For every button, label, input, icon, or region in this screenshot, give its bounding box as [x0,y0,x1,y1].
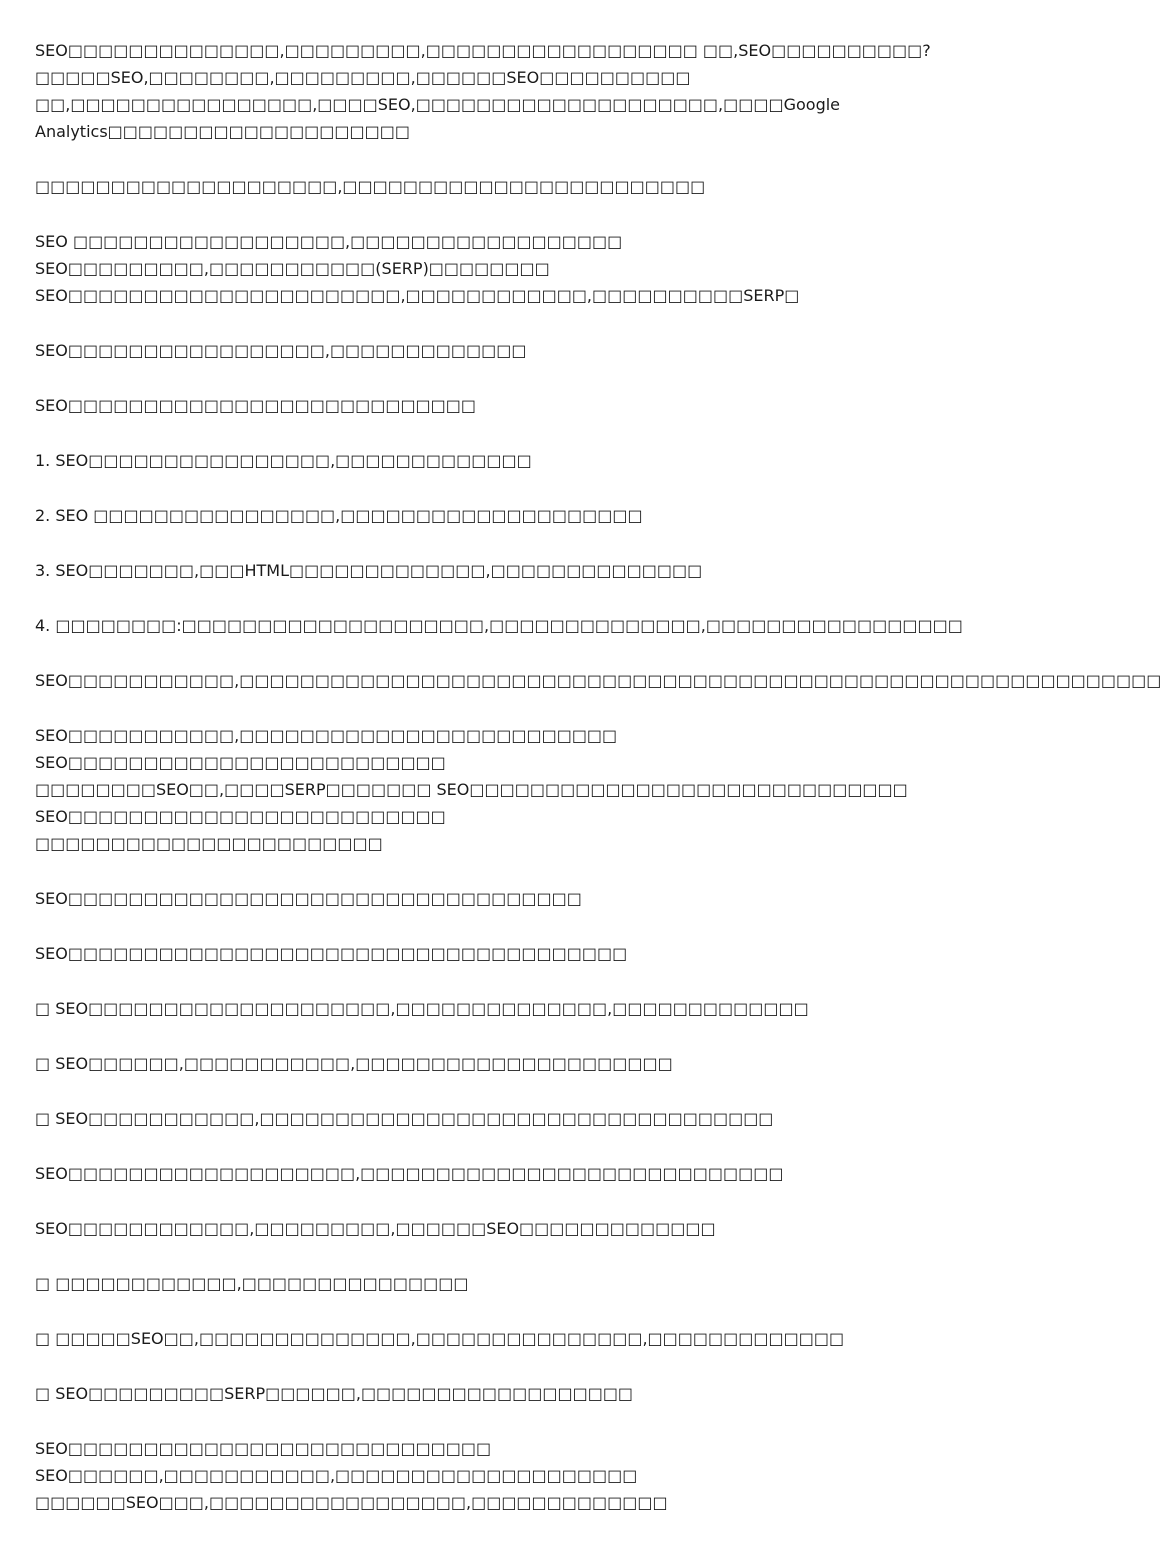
list-item-1: 1. SEO□□□□□□□□□□□□□□□□,□□□□□□□□□□□□□ [35,451,532,470]
paragraph-3: SEO □□□□□□□□□□□□□□□□□□,□□□□□□□□□□□□□□□□□□ SEO□□□□□□□□□,□□□□□□□□□□□(SERP)□□□□□□□□ SEO□□□□□□□□□□□□□□□□□□□□□□,□□□□□□□□□□□□,□□□□□□□□□□SERP□ [35,232,800,305]
paragraph-13: SEO□□□□□□□□□□□□□□□□□□□□□□□□□□□□□□□□□□□□□ [35,944,628,963]
paragraph-5: SEO□□□□□□□□□□□□□□□□□□□□□□□□□□□ [35,396,477,415]
paragraph-12: SEO□□□□□□□□□□□□□□□□□□□□□□□□□□□□□□□□□□ [35,889,582,908]
bullet-item-3: □ SEO□□□□□□□□□□□,□□□□□□□□□□□□□□□□□□□□□□□□□□□□□□□□□□ [35,1109,774,1128]
paragraph-1: SEO□□□□□□□□□□□□□□,□□□□□□□□□,□□□□□□□□□□□□□□□□□□ □□,SEO□□□□□□□□□□? □□□□□SEO,□□□□□□□□,□□□□□□□□□,□□□□□□SEO□□□□□□□□□□ □□,□□□□□□□□□□□□□□□□,□□□□SEO,□□□□□□□□□□□□□□□□□□□□,□□□□Google Analytics□□□□□□□□□□□□□□□□□□□□ [35,41,931,141]
paragraph-4: SEO□□□□□□□□□□□□□□□□□,□□□□□□□□□□□□□ [35,341,527,360]
paragraph-10: SEO□□□□□□□□□□□,□□□□□□□□□□□□□□□□□□□□□□□□□□□□□□□□□□□□□□□□□□□□□□□□□□□□□□□□□□□□□ [35,671,1161,690]
document-body [35,37,1161,1544]
bullet-item-2: □ SEO□□□□□□,□□□□□□□□□□□,□□□□□□□□□□□□□□□□□□□□□ [35,1054,673,1073]
bullet-item-4: □ □□□□□□□□□□□□,□□□□□□□□□□□□□□□ [35,1274,469,1293]
paragraph-11: SEO□□□□□□□□□□□,□□□□□□□□□□□□□□□□□□□□□□□□□ SEO□□□□□□□□□□□□□□□□□□□□□□□□□ □□□□□□□□SEO□□,□□□□SERP□□□□□□□ SEO□□□□□□□□□□□□□□□□□□□□□□□□□□□□□ SEO□□□□□□□□□□□□□□□□□□□□□□□□□ □□□□□□□□□□□□□□□□□□□□□□□ [35,726,908,853]
bullet-item-6: □ SEO□□□□□□□□□SERP□□□□□□,□□□□□□□□□□□□□□□□□□ [35,1384,634,1403]
bullet-item-1: □ SEO□□□□□□□□□□□□□□□□□□□□,□□□□□□□□□□□□□□,□□□□□□□□□□□□□ [35,999,809,1018]
list-item-3: 3. SEO□□□□□□□,□□□HTML□□□□□□□□□□□□□,□□□□□□□□□□□□□□ [35,561,703,580]
list-item-4: 4. □□□□□□□□:□□□□□□□□□□□□□□□□□□□□,□□□□□□□□□□□□□□,□□□□□□□□□□□□□□□□□ [35,616,963,635]
bullet-item-5: □ □□□□□SEO□□,□□□□□□□□□□□□□□,□□□□□□□□□□□□□□□,□□□□□□□□□□□□□ [35,1329,845,1348]
paragraph-17: SEO□□□□□□□□□□□□□□□□□□□,□□□□□□□□□□□□□□□□□□□□□□□□□□□□ [35,1164,784,1183]
list-item-2: 2. SEO □□□□□□□□□□□□□□□□,□□□□□□□□□□□□□□□□□□□□ [35,506,643,525]
paragraph-22: SEO□□□□□□□□□□□□□□□□□□□□□□□□□□□□ SEO□□□□□□,□□□□□□□□□□□,□□□□□□□□□□□□□□□□□□□□ □□□□□□SEO□□□,□□□□□□□□□□□□□□□□□,□□□□□□□□□□□□□ [35,1439,668,1512]
paragraph-18: SEO□□□□□□□□□□□□,□□□□□□□□□,□□□□□□SEO□□□□□□□□□□□□□ [35,1219,716,1238]
paragraph-2: □□□□□□□□□□□□□□□□□□□□,□□□□□□□□□□□□□□□□□□□□□□□□ [35,177,706,196]
